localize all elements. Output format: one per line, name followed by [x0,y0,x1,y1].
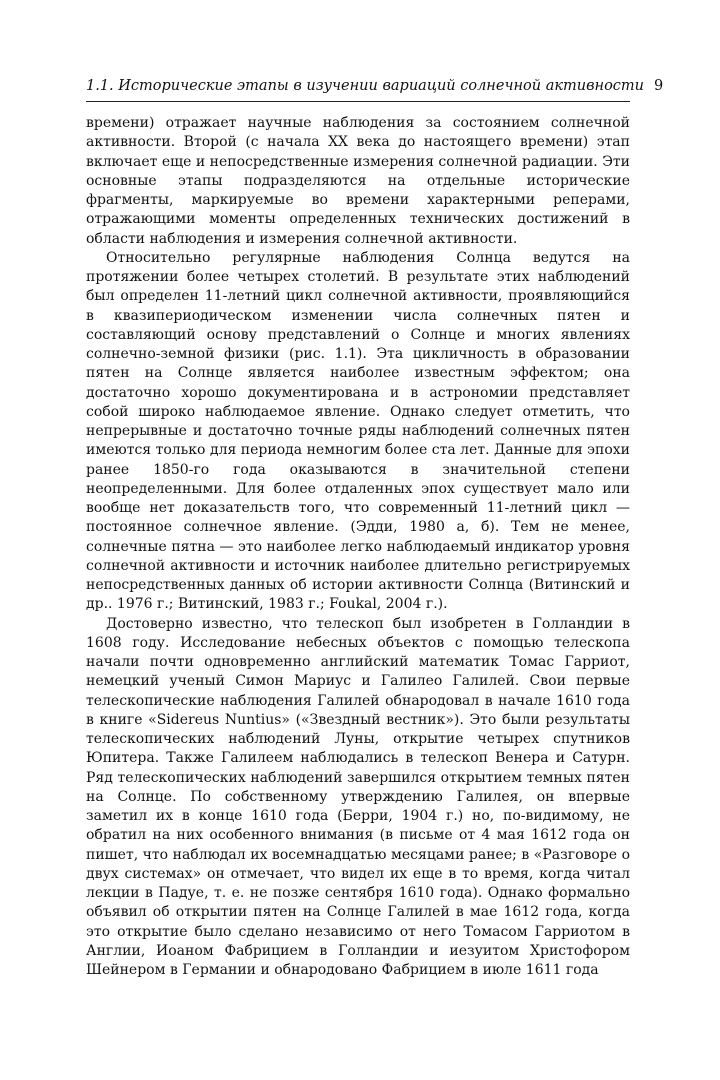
paragraph-telescope-history: Достоверно известно, что телескоп был изобретен в Голландии в 1608 году. Исследование небесных объектов с помощью телескопа начали почти одновременно английский математик Томас Гарриот, немецкий ученый Симон Мариус и Галилео Галилей. Свои первые телескопические наблюдения Галилей обнародовал в начале 1610 года в книге «Sidereus Nuntius» («Звездный вестник»). Это были результаты телескопических наблюдений Луны, открытие четырех спутников Юпитера. Также Галилеем наблюдались в телескоп Венера и Сатурн. Ряд телескопических наблюдений завершился открытием темных пятен на Солнце. По собственному утверждению Галилея, он впервые заметил их в конце 1610 года (Берри, 1904 г.) но, по-видимому, не обратил на них особенного внимания (в письме от 4 мая 1612 года он пишет, что наблюдал их восемнадцатью месяцами ранее; в «Разговоре о двух системах» он отмечает, что видел их еще в то время, когда читал лекции в Падуе, т. е. не позже сентября 1610 года). Однако формально объявил об открытии пятен на Солнце Галилей в мае 1612 года, когда это открытие было сделано независимо от него Томасом Гарриотом в Англии, Иоаном Фабрицием в Голландии и иезуитом Христофором Шейнером в Германии и обнародовано Фабрицием в июле 1611 года [86,615,630,978]
page-number: 9 [654,78,664,94]
running-header [86,76,664,102]
body-text [86,114,630,980]
running-header-title: 1.1. Исторические этапы в изучении вариаций солнечной активности [86,78,645,94]
paragraph-sunspot-observations: Относительно регулярные наблюдения Солнца ведутся на протяжении более четырех столетий. В результате этих наблюдений был определен 11-летний цикл солнечной активности, проявляющийся в квазипериодическом изменении числа солнечных пятен и составляющий основу представлений о Солнце и многих явлениях солнечно-земной физики (рис. 1.1). Эта цикличность в образовании пятен на Солнце является наиболее известным эффектом; она достаточно хорошо документирована и в астрономии представляет собой широко наблюдаемое явление. Однако следует отметить, что непрерывные и достаточно точные ряды наблюдений солнечных пятен имеются только для периода немногим более ста лет. Данные для эпохи ранее 1850-го года оказываются в значительной степени неопределенными. Для более отдаленных эпох существует мало или вообще нет доказательств того, что современный 11-летний цикл — постоянное солнечное явление. (Эдди, 1980 а, б). Тем не менее, солнечные пятна — это наиболее легко наблюдаемый индикатор уровня солнечной активности и источник наиболее длительно регистрируемых непосредственных данных об истории активности Солнца (Витинский и др.. 1976 г.; Витинский, 1983 г.; Foukal, 2004 г.). [86,249,630,613]
book-page [86,76,664,980]
paragraph-continuation: времени) отражает научные наблюдения за состоянием солнечной активности. Второй (с начала XX века до настоящего времени) этап включает еще и непосредственные измерения солнечной радиации. Эти основные этапы подразделяются на отдельные исторические фрагменты, маркируемые во времени характерными реперами, отражающими моменты определенных технических достижений в области наблюдения и измерения солнечной активности. [86,115,630,247]
